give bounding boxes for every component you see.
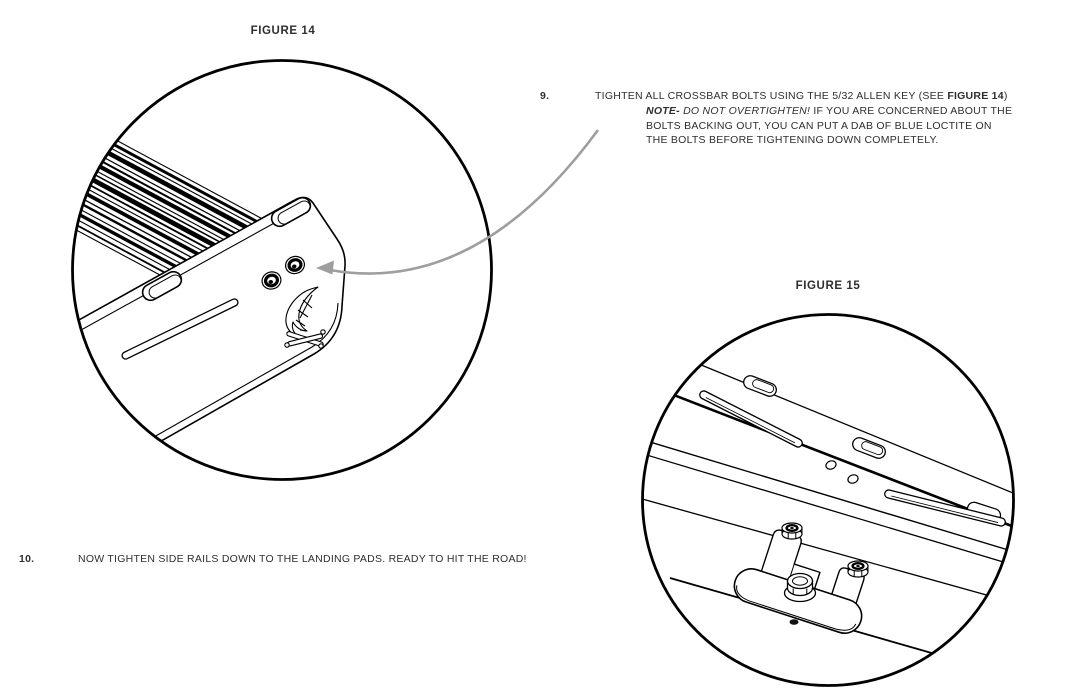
note-text-line-2: BOLTS BACKING OUT, YOU CAN PUT A DAB OF BLUE LOCTITE ON (646, 119, 992, 132)
bolt-tip (790, 619, 799, 625)
note-text: IF YOU ARE CONCERNED ABOUT THE (810, 104, 1013, 117)
note-label: NOTE- (646, 104, 680, 117)
step-9-line-1 (595, 89, 1008, 104)
step-9-figure-ref: FIGURE 14 (947, 90, 1004, 102)
figure-14-illustration (2, 61, 491, 480)
nyloc-nut (782, 523, 802, 539)
step-10-text: NOW TIGHTEN SIDE RAILS DOWN TO THE LANDING PADS. READY TO HIT THE ROAD! (78, 553, 527, 565)
nyloc-nut (848, 561, 868, 577)
figure-15-illustration (630, 315, 1035, 686)
callout-arrow-icon (316, 130, 598, 275)
hex-bolt (785, 574, 816, 602)
figure-14-label: FIGURE 14 (250, 25, 316, 37)
rail-face-slot (698, 390, 803, 449)
rail-hole (825, 459, 838, 470)
rail-edge-slot (742, 374, 778, 398)
step-10-number: 10. (19, 553, 35, 565)
step-9-text-end: ) (1003, 90, 1008, 102)
figure-15-circle (643, 315, 1014, 686)
step-9-number: 9. (540, 90, 550, 102)
step-9-text: TIGHTEN ALL CROSSBAR BOLTS USING THE 5/32 ALLEN KEY (SEE (595, 90, 948, 102)
note-text-line-3: THE BOLTS BEFORE TIGHTENING DOWN COMPLETELY. (646, 134, 939, 147)
step-9-note (646, 104, 1012, 148)
figure-15-label: FIGURE 15 (795, 280, 861, 292)
rail-hole (847, 473, 860, 484)
note-warning: DO NOT OVERTIGHTEN! (679, 104, 811, 117)
